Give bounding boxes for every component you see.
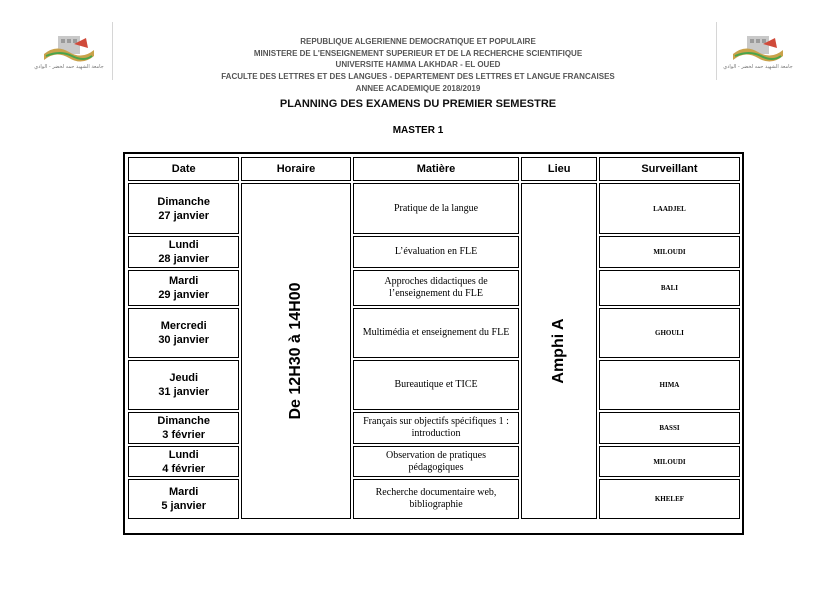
date-label: 3 février <box>162 429 206 441</box>
table-row <box>128 308 740 358</box>
date-label: 30 janvier <box>158 334 210 346</box>
horaire-label: De 12H30 à 14H00 <box>287 282 304 420</box>
day-label: Mercredi <box>160 320 207 332</box>
date-cell <box>128 360 239 410</box>
horaire-cell <box>241 183 350 519</box>
logo-caption: جامعة الشهيد حمه لخضر - الوادي <box>34 64 104 70</box>
matiere-cell: Multimédia et enseignement du FLE <box>353 308 520 358</box>
table-row <box>128 236 740 268</box>
matiere-cell: Recherche documentaire web, bibliographie <box>353 479 520 519</box>
exam-schedule-frame <box>123 152 744 535</box>
date-cell <box>128 236 239 268</box>
date-cell <box>128 479 239 519</box>
date-label: 28 janvier <box>158 253 210 265</box>
date-label: 27 janvier <box>158 209 210 222</box>
table-row <box>128 412 740 444</box>
day-label: Mardi <box>169 486 199 498</box>
surveillant-cell: LAADJEL <box>599 183 740 234</box>
date-label: 4 février <box>162 462 206 475</box>
date-cell <box>128 412 239 444</box>
table-header-row <box>128 157 740 181</box>
header-matiere: Matière <box>353 157 520 181</box>
header-line: UNIVERSITE HAMMA LAKHDAR - EL OUED <box>335 60 501 70</box>
day-label: Lundi <box>168 239 199 251</box>
date-label: 29 janvier <box>158 289 210 301</box>
header-date: Date <box>128 157 239 181</box>
header-line: MINISTERE DE L'ENSEIGNEMENT SUPERIEUR ET DE LA RECHERCHE SCIENTIFIQUE <box>253 48 583 58</box>
surveillant-cell: HIMA <box>599 360 740 410</box>
surveillant-cell: MILOUDI <box>599 236 740 268</box>
header-surveillant: Surveillant <box>599 157 740 181</box>
date-label: 5 janvier <box>161 500 207 512</box>
table-row <box>128 183 740 234</box>
table-row <box>128 446 740 477</box>
surveillant-cell: BALI <box>599 270 740 306</box>
matiere-cell: Pratique de la langue <box>353 183 520 234</box>
header-lieu: Lieu <box>521 157 596 181</box>
date-cell <box>128 183 239 234</box>
surveillant-cell: MILOUDI <box>599 446 740 477</box>
exam-schedule-table <box>126 155 742 521</box>
day-label: Lundi <box>168 448 199 461</box>
matiere-cell: Observation de pratiques pédagogiques <box>353 446 520 477</box>
matiere-cell: Bureautique et TICE <box>353 360 520 410</box>
header-horaire: Horaire <box>241 157 350 181</box>
surveillant-cell: BASSI <box>599 412 740 444</box>
date-cell <box>128 270 239 306</box>
table-row <box>128 360 740 410</box>
surveillant-cell: KHELEF <box>599 479 740 519</box>
day-label: Dimanche <box>157 195 210 208</box>
document-header <box>0 36 836 95</box>
document-subtitle: MASTER 1 <box>392 125 444 136</box>
table-row <box>128 270 740 306</box>
day-label: Dimanche <box>157 415 210 427</box>
date-cell <box>128 308 239 358</box>
date-label: 31 janvier <box>158 386 210 398</box>
header-line: ANNEE ACADEMIQUE 2018/2019 <box>355 83 481 93</box>
header-line: REPUBLIQUE ALGERIENNE DEMOCRATIQUE ET POPULAIRE <box>300 37 536 46</box>
table-row <box>128 479 740 519</box>
header-line: FACULTE DES LETTRES ET DES LANGUES - DEPARTEMENT DES LETTRES ET LANGUE FRANCAISES <box>221 72 615 82</box>
lieu-cell <box>521 183 596 519</box>
day-label: Jeudi <box>169 372 199 384</box>
logo-caption: جامعة الشهيد حمه لخضر - الوادي <box>723 64 793 70</box>
matiere-cell: Approches didactiques de l’enseignement du FLE <box>353 270 520 306</box>
day-label: Mardi <box>169 275 199 287</box>
document-title: PLANNING DES EXAMENS DU PREMIER SEMESTRE <box>279 98 557 110</box>
lieu-label: Amphi A <box>550 318 568 384</box>
date-cell <box>128 446 239 477</box>
matiere-cell: L’évaluation en FLE <box>353 236 520 268</box>
matiere-cell: Français sur objectifs spécifiques 1 : introduction <box>353 412 520 444</box>
surveillant-cell: GHOULI <box>599 308 740 358</box>
